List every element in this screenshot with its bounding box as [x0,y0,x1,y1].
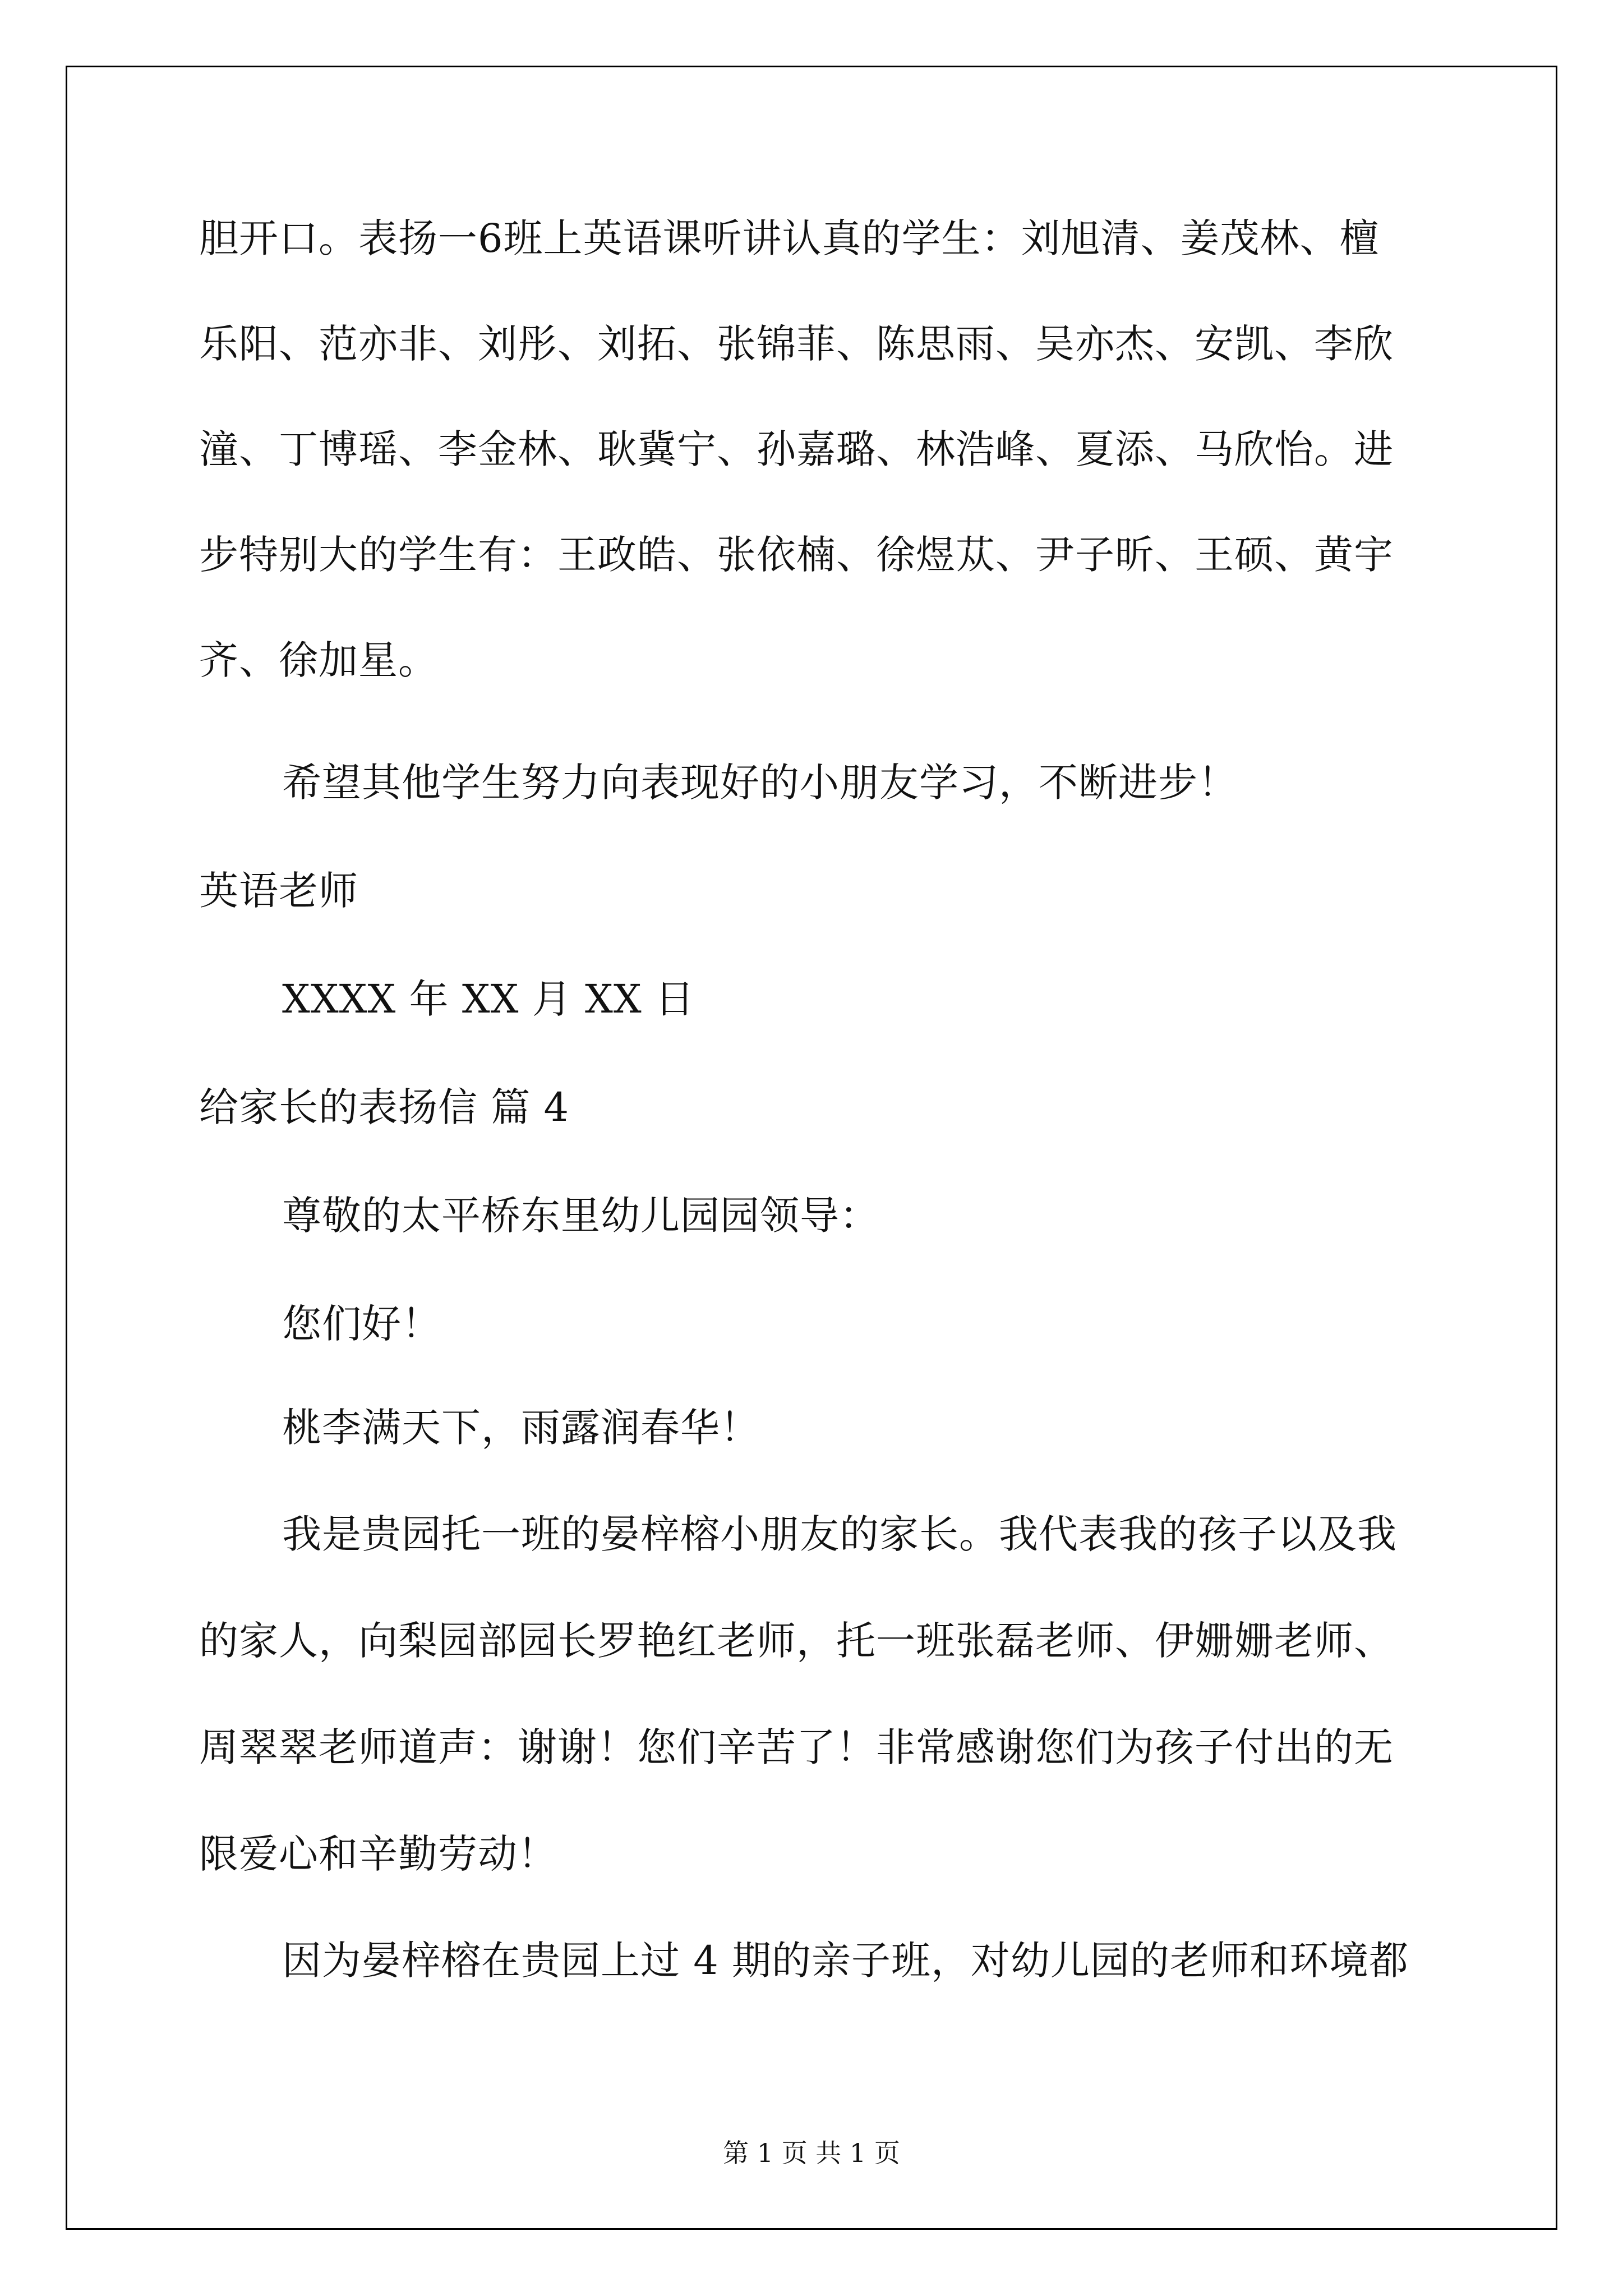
body-text-line: 限爱心和辛勤劳动！ [199,1831,557,1877]
salutation-line: 尊敬的太平桥东里幼儿园园领导： [282,1193,879,1239]
page-number-footer: 第 1 页 共 1 页 [723,2138,900,2168]
body-text-line: 步特别大的学生有：王政皓、张依楠、徐煜苁、尹子昕、王硕、黄宇 [199,532,1394,578]
signature-line: 英语老师 [199,868,358,914]
body-text-line: 因为晏梓榕在贵园上过 4 期的亲子班，对幼儿园的老师和环境都 [282,1938,1409,1984]
greeting-line: 您们好！ [282,1301,441,1347]
body-text-line: 周翠翠老师道声：谢谢！您们辛苦了！非常感谢您们为孩子付出的无 [199,1724,1394,1770]
section-heading: 给家长的表扬信 篇 4 [199,1084,570,1130]
body-text-line: 我是贵园托一班的晏梓榕小朋友的家长。我代表我的孩子以及我 [282,1511,1397,1557]
body-text-line: 潼、丁博瑶、李金林、耿冀宁、孙嘉璐、林浩峰、夏添、马欣怡。进 [199,426,1394,472]
body-text-line: 乐阳、范亦非、刘彤、刘拓、张锦菲、陈思雨、吴亦杰、安凯、李欣 [199,321,1394,367]
body-text-line: 齐、徐加星。 [199,637,438,683]
date-line: XXXX 年 XX 月 XX 日 [282,976,695,1022]
page-frame [66,66,1557,2230]
body-text-line: 桃李满天下，雨露润春华！ [282,1405,760,1451]
body-text-line: 希望其他学生努力向表现好的小朋友学习，不断进步！ [282,760,1238,806]
body-text-line: 胆开口。表扬一6班上英语课听讲认真的学生：刘旭清、姜茂林、檀 [199,215,1380,261]
body-text-line: 的家人，向梨园部园长罗艳红老师，托一班张磊老师、伊姗姗老师、 [199,1618,1394,1664]
